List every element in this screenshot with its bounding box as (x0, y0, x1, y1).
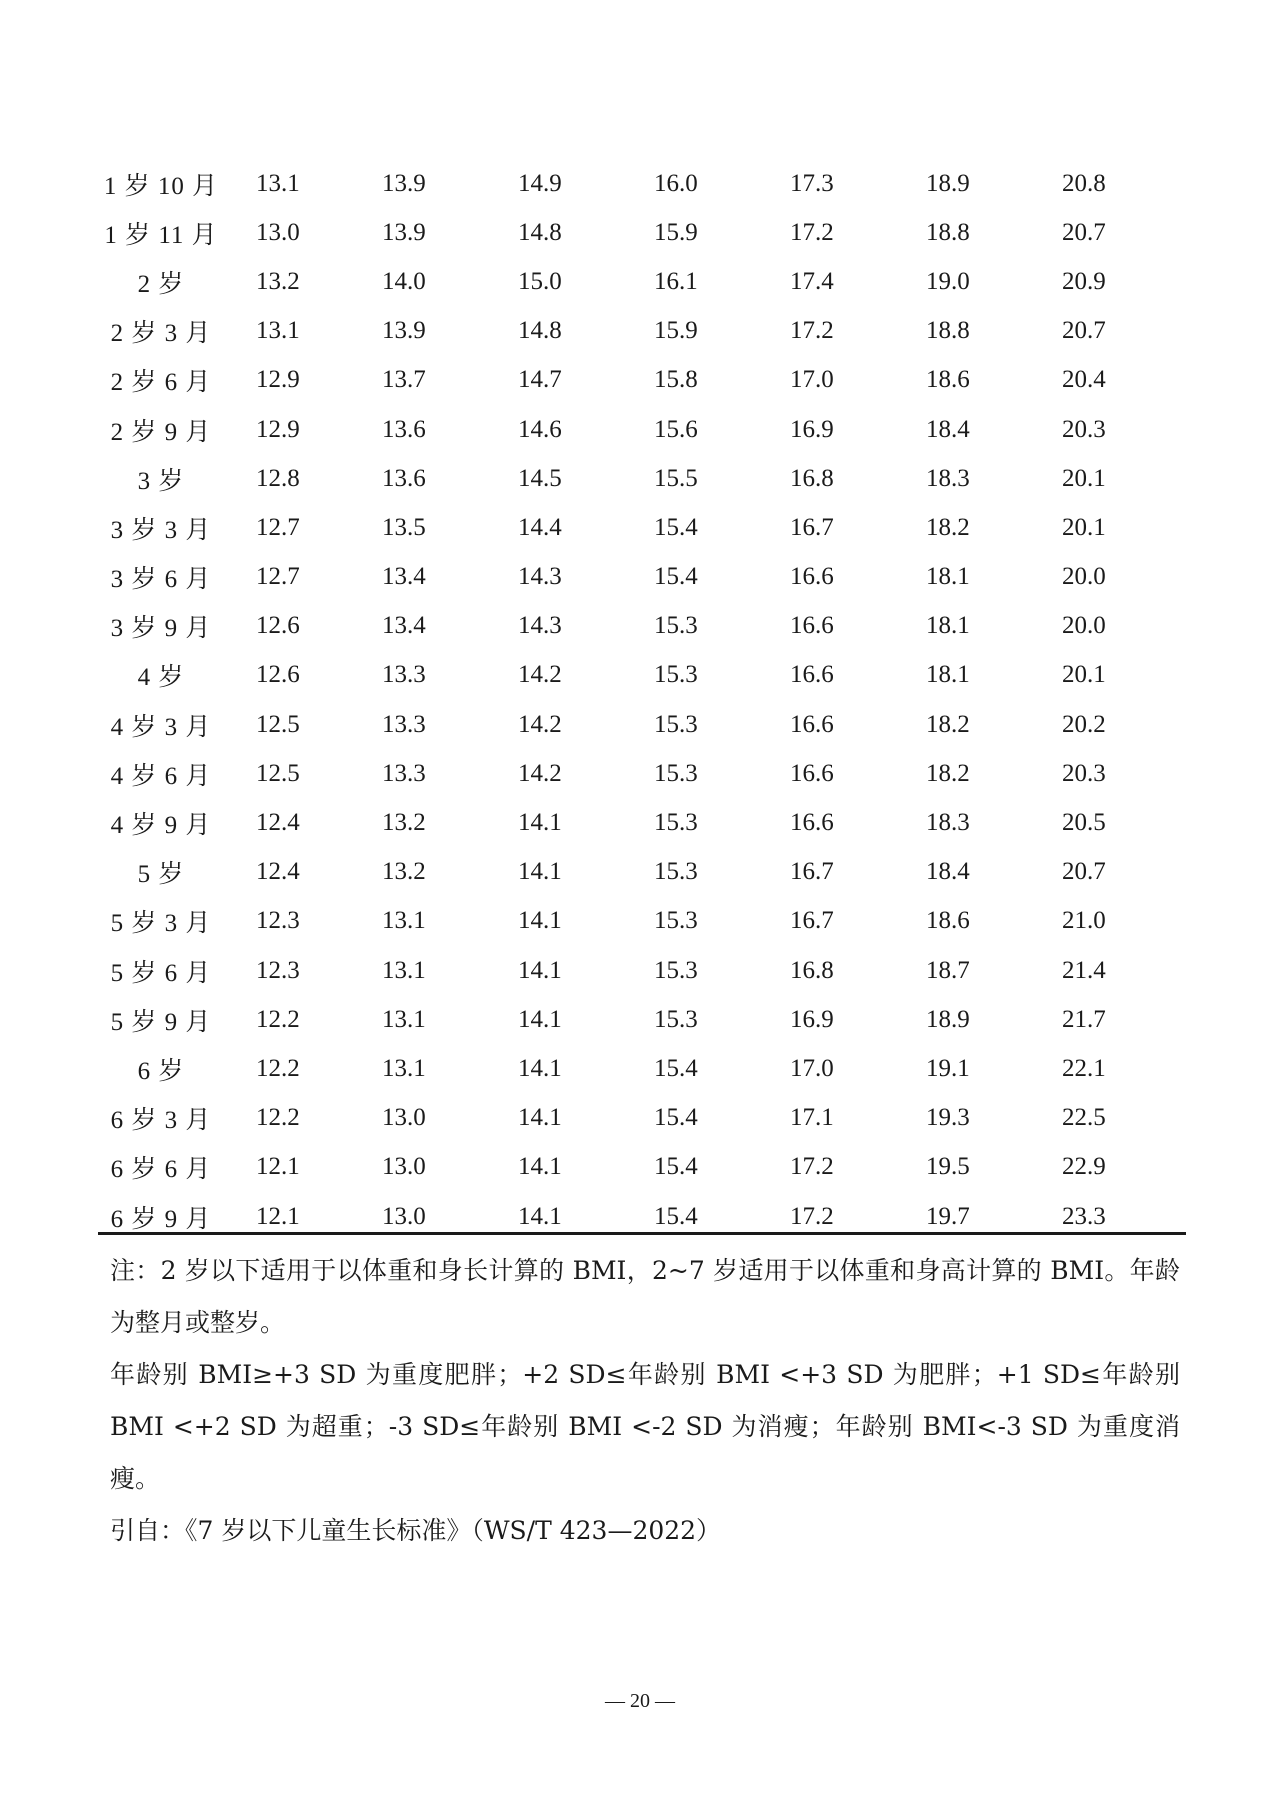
bmi-value-cell: 15.3 (654, 956, 698, 984)
bmi-value-cell: 13.9 (382, 218, 426, 246)
bmi-table (98, 159, 1186, 1241)
age-cell: 4 岁 9 月 (110, 812, 212, 840)
bmi-value-cell: 17.4 (790, 267, 834, 295)
bmi-value-cell: 17.1 (790, 1104, 834, 1132)
bmi-value-cell: 15.6 (654, 415, 698, 443)
bmi-value-cell: 12.3 (256, 956, 300, 984)
bmi-value-cell: 12.5 (256, 759, 300, 787)
bmi-value-cell: 18.4 (926, 858, 970, 886)
bmi-value-cell: 14.1 (518, 1005, 562, 1033)
bmi-value-cell: 20.0 (1062, 563, 1106, 591)
age-cell: 1 岁 11 月 (104, 221, 218, 249)
bmi-value-cell: 18.3 (926, 464, 970, 492)
bmi-value-cell: 16.8 (790, 956, 834, 984)
bmi-value-cell: 15.3 (654, 759, 698, 787)
bmi-value-cell: 18.1 (926, 612, 970, 640)
bmi-value-cell: 12.3 (256, 907, 300, 935)
bmi-value-cell: 12.4 (256, 858, 300, 886)
table-row (98, 454, 1186, 503)
bmi-value-cell: 20.3 (1062, 759, 1106, 787)
bmi-value-cell: 20.3 (1062, 415, 1106, 443)
bmi-value-cell: 14.1 (518, 1153, 562, 1181)
bmi-value-cell: 14.1 (518, 907, 562, 935)
age-cell: 5 岁 (137, 861, 185, 889)
bmi-value-cell: 19.7 (926, 1202, 970, 1230)
bmi-value-cell: 19.1 (926, 1054, 970, 1082)
bmi-value-cell: 13.1 (382, 1054, 426, 1082)
bmi-value-cell: 18.6 (926, 366, 970, 394)
bmi-value-cell: 16.7 (790, 513, 834, 541)
bmi-value-cell: 14.1 (518, 1202, 562, 1230)
bmi-value-cell: 12.2 (256, 1054, 300, 1082)
bmi-value-cell: 14.0 (382, 267, 426, 295)
age-cell: 1 岁 10 月 (103, 172, 219, 200)
table-row (98, 503, 1186, 552)
bmi-value-cell: 12.7 (256, 513, 300, 541)
bmi-value-cell: 14.7 (518, 366, 562, 394)
age-cell: 5 岁 3 月 (110, 910, 212, 938)
bmi-value-cell: 20.5 (1062, 809, 1106, 837)
table-row (98, 307, 1186, 356)
bmi-value-cell: 12.8 (256, 464, 300, 492)
bmi-value-cell: 12.9 (256, 415, 300, 443)
bmi-value-cell: 14.2 (518, 759, 562, 787)
age-cell: 6 岁 (137, 1057, 185, 1085)
bmi-value-cell: 13.1 (256, 317, 300, 345)
note-classification: 年龄别 BMI≥+3 SD 为重度肥胖；+2 SD≤年龄别 BMI <+3 SD 为肥胖；+1 SD≤年龄别 BMI <+2 SD 为超重；-3 SD≤年龄别 BMI <-2 SD 为消瘦；年龄别 BMI<-3 SD 为重度消瘦。 (110, 1360, 1180, 1493)
table-row (98, 257, 1186, 306)
bmi-value-cell: 20.7 (1062, 858, 1106, 886)
note-scope: 注：2 岁以下适用于以体重和身长计算的 BMI，2~7 岁适用于以体重和身高计算的 BMI。年龄为整月或整岁。 (110, 1256, 1180, 1337)
bmi-value-cell: 15.4 (654, 1054, 698, 1082)
bmi-value-cell: 12.9 (256, 366, 300, 394)
bmi-value-cell: 20.7 (1062, 218, 1106, 246)
bmi-value-cell: 13.2 (256, 267, 300, 295)
age-cell: 3 岁 9 月 (110, 615, 212, 643)
table-row (98, 553, 1186, 602)
note-source: 引自：《7 岁以下儿童生长标准》（WS/T 423—2022） (110, 1516, 722, 1545)
page-number: — 20 — (605, 1690, 675, 1712)
bmi-value-cell: 18.9 (926, 1005, 970, 1033)
bmi-value-cell: 15.5 (654, 464, 698, 492)
bmi-value-cell: 18.6 (926, 907, 970, 935)
bmi-value-cell: 13.9 (382, 317, 426, 345)
bmi-value-cell: 13.0 (382, 1104, 426, 1132)
age-cell: 2 岁 (137, 270, 185, 298)
bmi-value-cell: 12.6 (256, 612, 300, 640)
bmi-value-cell: 12.6 (256, 661, 300, 689)
bmi-value-cell: 13.1 (382, 1005, 426, 1033)
table-row (98, 405, 1186, 454)
bmi-value-cell: 14.9 (518, 169, 562, 197)
bmi-value-cell: 13.5 (382, 513, 426, 541)
table-notes (110, 1245, 1180, 1557)
bmi-value-cell: 13.3 (382, 661, 426, 689)
table-row (98, 159, 1186, 208)
age-cell: 6 岁 6 月 (110, 1156, 212, 1184)
bmi-value-cell: 18.9 (926, 169, 970, 197)
bmi-value-cell: 15.3 (654, 1005, 698, 1033)
age-cell: 3 岁 3 月 (110, 516, 212, 544)
bmi-value-cell: 17.0 (790, 1054, 834, 1082)
bmi-value-cell: 12.4 (256, 809, 300, 837)
bmi-value-cell: 18.4 (926, 415, 970, 443)
bmi-value-cell: 13.0 (382, 1153, 426, 1181)
bmi-value-cell: 17.0 (790, 366, 834, 394)
bmi-value-cell: 15.3 (654, 858, 698, 886)
bmi-value-cell: 15.3 (654, 809, 698, 837)
bmi-value-cell: 13.2 (382, 809, 426, 837)
bmi-value-cell: 18.1 (926, 661, 970, 689)
bmi-value-cell: 16.6 (790, 563, 834, 591)
bmi-value-cell: 20.1 (1062, 464, 1106, 492)
bmi-value-cell: 18.3 (926, 809, 970, 837)
bmi-value-cell: 15.9 (654, 218, 698, 246)
bmi-value-cell: 16.9 (790, 415, 834, 443)
bmi-value-cell: 14.1 (518, 1054, 562, 1082)
bmi-value-cell: 21.7 (1062, 1005, 1106, 1033)
bmi-value-cell: 14.8 (518, 218, 562, 246)
bmi-value-cell: 20.1 (1062, 513, 1106, 541)
bmi-value-cell: 15.4 (654, 563, 698, 591)
table-row (98, 848, 1186, 897)
bmi-value-cell: 18.2 (926, 759, 970, 787)
bmi-value-cell: 16.8 (790, 464, 834, 492)
bmi-value-cell: 13.6 (382, 464, 426, 492)
bmi-value-cell: 14.2 (518, 661, 562, 689)
age-cell: 6 岁 3 月 (110, 1107, 212, 1135)
bmi-value-cell: 15.0 (518, 267, 562, 295)
bmi-table-body (98, 159, 1186, 1241)
bmi-value-cell: 23.3 (1062, 1202, 1106, 1230)
bmi-value-cell: 16.6 (790, 710, 834, 738)
bmi-value-cell: 13.3 (382, 759, 426, 787)
table-row (98, 356, 1186, 405)
bmi-value-cell: 12.2 (256, 1005, 300, 1033)
bmi-value-cell: 12.2 (256, 1104, 300, 1132)
table-row (98, 995, 1186, 1044)
bmi-value-cell: 14.1 (518, 1104, 562, 1132)
bmi-value-cell: 21.4 (1062, 956, 1106, 984)
bmi-value-cell: 18.8 (926, 218, 970, 246)
table-bottom-rule (98, 1232, 1186, 1235)
table-row (98, 946, 1186, 995)
age-cell: 2 岁 9 月 (110, 418, 212, 446)
bmi-value-cell: 12.1 (256, 1202, 300, 1230)
bmi-value-cell: 13.0 (256, 218, 300, 246)
table-row (98, 651, 1186, 700)
bmi-value-cell: 13.2 (382, 858, 426, 886)
bmi-value-cell: 15.3 (654, 612, 698, 640)
bmi-value-cell: 13.9 (382, 169, 426, 197)
table-row (98, 897, 1186, 946)
bmi-value-cell: 15.4 (654, 1104, 698, 1132)
bmi-value-cell: 16.0 (654, 169, 698, 197)
bmi-value-cell: 15.4 (654, 513, 698, 541)
table-row (98, 700, 1186, 749)
bmi-value-cell: 22.9 (1062, 1153, 1106, 1181)
bmi-value-cell: 19.0 (926, 267, 970, 295)
bmi-value-cell: 14.3 (518, 612, 562, 640)
bmi-value-cell: 19.3 (926, 1104, 970, 1132)
bmi-value-cell: 20.4 (1062, 366, 1106, 394)
bmi-value-cell: 16.6 (790, 612, 834, 640)
age-cell: 2 岁 3 月 (110, 320, 212, 348)
bmi-value-cell: 16.7 (790, 858, 834, 886)
bmi-value-cell: 13.7 (382, 366, 426, 394)
bmi-value-cell: 20.7 (1062, 317, 1106, 345)
bmi-value-cell: 22.5 (1062, 1104, 1106, 1132)
age-cell: 5 岁 6 月 (110, 959, 212, 987)
bmi-value-cell: 18.2 (926, 513, 970, 541)
table-row (98, 1044, 1186, 1093)
bmi-value-cell: 18.7 (926, 956, 970, 984)
bmi-value-cell: 15.4 (654, 1153, 698, 1181)
bmi-value-cell: 18.1 (926, 563, 970, 591)
bmi-value-cell: 16.6 (790, 759, 834, 787)
table-row (98, 602, 1186, 651)
age-cell: 6 岁 9 月 (110, 1205, 212, 1233)
bmi-value-cell: 21.0 (1062, 907, 1106, 935)
bmi-value-cell: 15.8 (654, 366, 698, 394)
bmi-value-cell: 22.1 (1062, 1054, 1106, 1082)
bmi-value-cell: 13.4 (382, 563, 426, 591)
bmi-value-cell: 17.2 (790, 317, 834, 345)
table-row (98, 208, 1186, 257)
age-cell: 4 岁 (137, 664, 185, 692)
table-row (98, 749, 1186, 798)
bmi-value-cell: 13.4 (382, 612, 426, 640)
bmi-value-cell: 14.1 (518, 858, 562, 886)
bmi-value-cell: 14.8 (518, 317, 562, 345)
age-cell: 3 岁 (137, 467, 185, 495)
age-cell: 4 岁 6 月 (110, 762, 212, 790)
age-cell: 3 岁 6 月 (110, 566, 212, 594)
bmi-value-cell: 13.1 (382, 956, 426, 984)
bmi-value-cell: 13.1 (382, 907, 426, 935)
bmi-value-cell: 14.5 (518, 464, 562, 492)
bmi-value-cell: 15.3 (654, 710, 698, 738)
bmi-value-cell: 14.4 (518, 513, 562, 541)
bmi-value-cell: 20.1 (1062, 661, 1106, 689)
bmi-value-cell: 16.1 (654, 267, 698, 295)
bmi-value-cell: 16.6 (790, 661, 834, 689)
table-row (98, 1143, 1186, 1192)
table-row (98, 1094, 1186, 1143)
bmi-value-cell: 16.9 (790, 1005, 834, 1033)
bmi-value-cell: 13.6 (382, 415, 426, 443)
bmi-value-cell: 15.4 (654, 1202, 698, 1230)
bmi-value-cell: 16.6 (790, 809, 834, 837)
table-row (98, 798, 1186, 847)
bmi-value-cell: 16.7 (790, 907, 834, 935)
bmi-value-cell: 17.3 (790, 169, 834, 197)
age-cell: 4 岁 3 月 (110, 713, 212, 741)
bmi-value-cell: 13.3 (382, 710, 426, 738)
bmi-value-cell: 15.9 (654, 317, 698, 345)
bmi-value-cell: 14.3 (518, 563, 562, 591)
bmi-value-cell: 20.8 (1062, 169, 1106, 197)
bmi-value-cell: 18.8 (926, 317, 970, 345)
bmi-value-cell: 12.1 (256, 1153, 300, 1181)
bmi-value-cell: 19.5 (926, 1153, 970, 1181)
bmi-value-cell: 20.0 (1062, 612, 1106, 640)
bmi-value-cell: 14.2 (518, 710, 562, 738)
bmi-value-cell: 13.1 (256, 169, 300, 197)
bmi-value-cell: 15.3 (654, 661, 698, 689)
bmi-value-cell: 13.0 (382, 1202, 426, 1230)
age-cell: 2 岁 6 月 (110, 369, 212, 397)
bmi-value-cell: 14.1 (518, 809, 562, 837)
bmi-value-cell: 14.1 (518, 956, 562, 984)
bmi-value-cell: 20.2 (1062, 710, 1106, 738)
bmi-value-cell: 12.7 (256, 563, 300, 591)
bmi-value-cell: 17.2 (790, 1202, 834, 1230)
bmi-value-cell: 12.5 (256, 710, 300, 738)
bmi-value-cell: 14.6 (518, 415, 562, 443)
bmi-value-cell: 17.2 (790, 218, 834, 246)
bmi-value-cell: 20.9 (1062, 267, 1106, 295)
age-cell: 5 岁 9 月 (110, 1008, 212, 1036)
bmi-value-cell: 17.2 (790, 1153, 834, 1181)
bmi-value-cell: 15.3 (654, 907, 698, 935)
bmi-value-cell: 18.2 (926, 710, 970, 738)
